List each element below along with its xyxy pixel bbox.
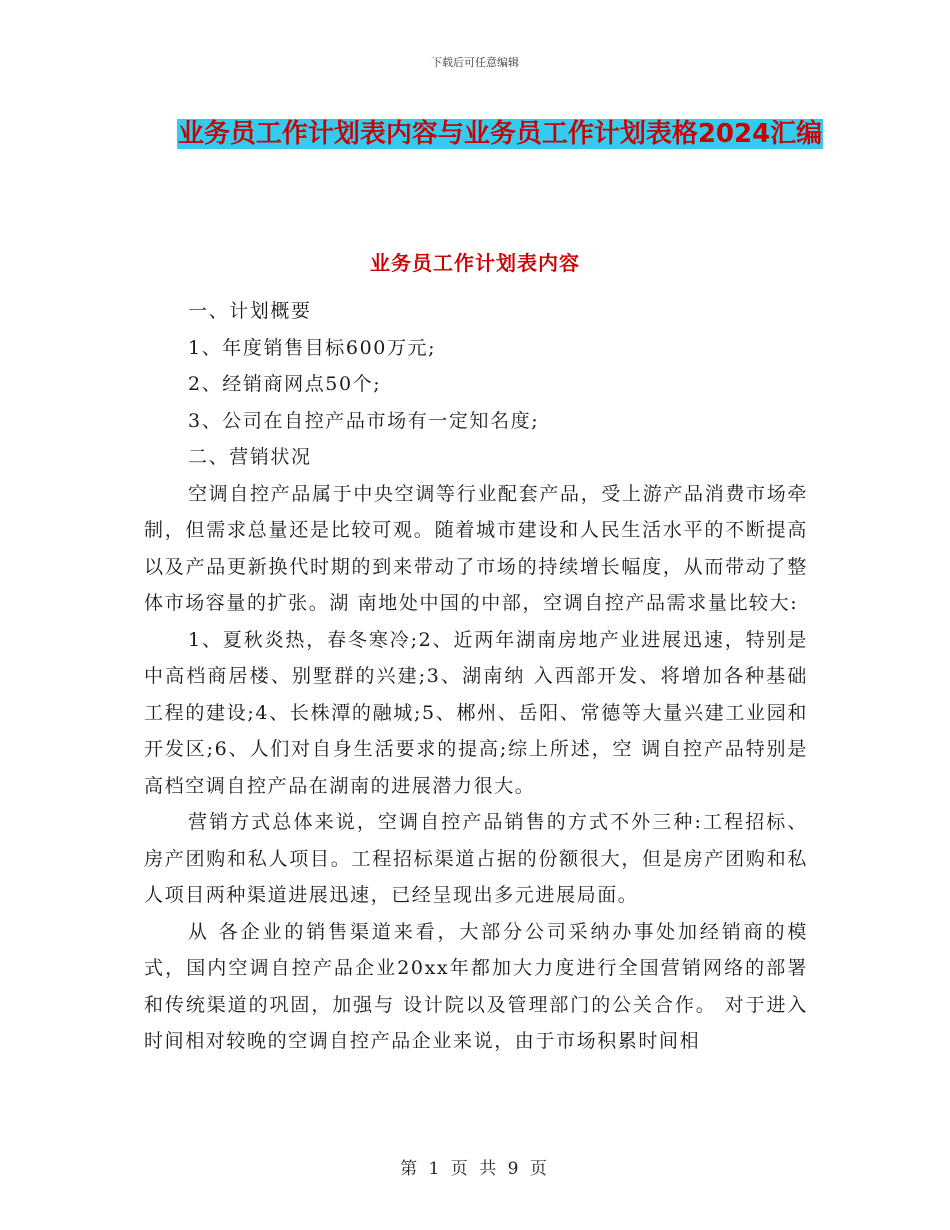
paragraph-sales-target: 1、年度销售目标600万元;	[188, 336, 437, 359]
section-title: 业务员工作计划表内容	[370, 251, 580, 275]
paragraph-sales-methods: 营销方式总体来说，空调自控产品销售的方式不外三种:工程招标、房产团购和私人项目。工程招标渠道占据的份额很大，但是房产团购和私人项目两种渠道进展迅速，已经呈现出多元进展局面。	[144, 811, 808, 906]
page-footer: 第 1 页 共 9 页	[400, 1159, 550, 1179]
paragraph-dealer-outlets: 2、经销商网点50个;	[188, 373, 382, 395]
paragraph-plan-overview-heading: 一、计划概要	[188, 300, 312, 322]
paragraph-sales-channels: 从 各企业的销售渠道来看，大部分公司采纳办事处加经销商的模式，国内空调自控产品企业20xx年都加大力度进行全国营销网络的部署和传统渠道的巩固，加强与 设计院以及管理部门的公关合作。 对于进入时间相对较晚的空调自控产品企业来说，由于市场积累时间相	[144, 920, 808, 1052]
paragraph-market-overview: 空调自控产品属于中央空调等行业配套产品，受上游产品消费市场牵制，但需求总量还是比较可观。随着城市建设和人民生活水平的不断提高以及产品更新换代时期的到来带动了市场的持续增长幅度，从而带动了整体市场容量的扩张。湖 南地处中国的中部，空调自控产品需求量比较大:	[144, 482, 808, 614]
document-title-text: 业务员工作计划表内容与业务员工作计划表格2024汇编	[177, 119, 823, 149]
document-title	[150, 112, 850, 156]
paragraph-marketing-status-heading: 二、营销状况	[188, 446, 312, 468]
header-note: 下载后可任意编辑	[431, 56, 519, 69]
paragraph-brand-awareness: 3、公司在自控产品市场有一定知名度;	[188, 409, 540, 432]
paragraph-market-factors: 1、夏秋炎热，春冬寒冷;2、近两年湖南房地产业进展迅速，特别是中高档商居楼、别墅群的兴建;3、湖南纳 入西部开发、将增加各种基础工程的建设;4、长株潭的融城;5、郴州、岳阳、常德等大量兴建工业园和开发区;6、人们对自身生活要求的提高;综上所述，空 调自控产品特别是高档空调自控产品在湖南的进展潜力很大。	[144, 628, 808, 797]
document-body	[144, 293, 808, 1060]
